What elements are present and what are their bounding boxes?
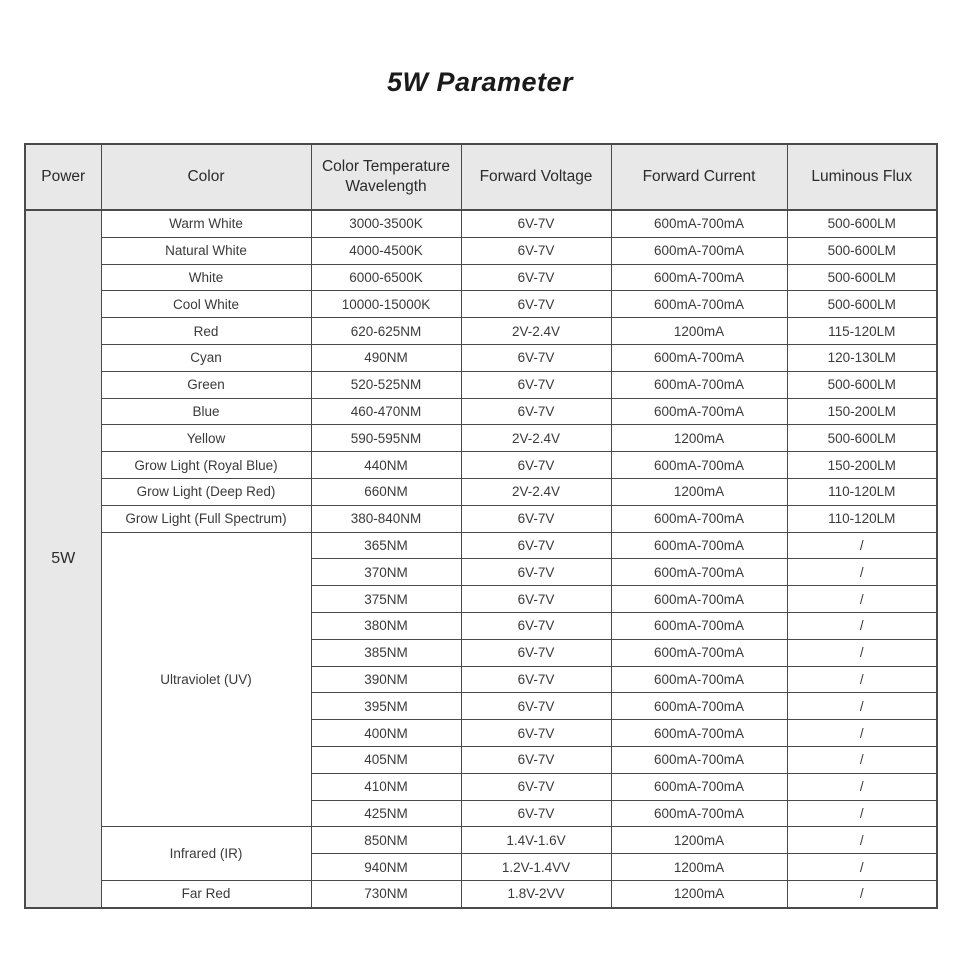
flux-cell: / [787, 612, 937, 639]
color-cell-green: Green [101, 371, 311, 398]
table-header [25, 144, 937, 210]
column-header-color-temperature-wavelength: Color Temperature Wavelength [311, 144, 461, 210]
voltage-cell: 6V-7V [461, 746, 611, 773]
table-row [25, 425, 937, 452]
current-cell: 600mA-700mA [611, 452, 787, 479]
wavelength-cell: 370NM [311, 559, 461, 586]
table-row [25, 318, 937, 345]
color-cell-grow-light-full-spectrum: Grow Light (Full Spectrum) [101, 505, 311, 532]
wavelength-cell: 405NM [311, 746, 461, 773]
wavelength-cell: 730NM [311, 880, 461, 907]
current-cell: 600mA-700mA [611, 746, 787, 773]
color-cell-grow-light-deep-red: Grow Light (Deep Red) [101, 478, 311, 505]
current-cell: 600mA-700mA [611, 586, 787, 613]
table-row [25, 237, 937, 264]
current-cell: 600mA-700mA [611, 559, 787, 586]
voltage-cell: 1.8V-2VV [461, 880, 611, 907]
voltage-cell: 6V-7V [461, 559, 611, 586]
flux-cell: 110-120LM [787, 478, 937, 505]
color-cell-infrared-ir: Infrared (IR) [101, 827, 311, 881]
spec-table [24, 143, 938, 909]
voltage-cell: 2V-2.4V [461, 318, 611, 345]
voltage-cell: 6V-7V [461, 639, 611, 666]
flux-cell: / [787, 880, 937, 907]
wavelength-cell: 395NM [311, 693, 461, 720]
flux-cell: / [787, 746, 937, 773]
flux-cell: / [787, 559, 937, 586]
flux-cell: 500-600LM [787, 371, 937, 398]
column-header-color: Color [101, 144, 311, 210]
voltage-cell: 6V-7V [461, 291, 611, 318]
voltage-cell: 6V-7V [461, 452, 611, 479]
table-row [25, 291, 937, 318]
table-row [25, 827, 937, 854]
color-cell-grow-light-royal-blue: Grow Light (Royal Blue) [101, 452, 311, 479]
color-cell-ultraviolet-uv: Ultraviolet (UV) [101, 532, 311, 827]
voltage-cell: 6V-7V [461, 237, 611, 264]
flux-cell: / [787, 827, 937, 854]
current-cell: 1200mA [611, 425, 787, 452]
table-row [25, 880, 937, 907]
voltage-cell: 6V-7V [461, 612, 611, 639]
flux-cell: / [787, 800, 937, 827]
flux-cell: / [787, 586, 937, 613]
column-header-forward-current: Forward Current [611, 144, 787, 210]
wavelength-cell: 620-625NM [311, 318, 461, 345]
voltage-cell: 6V-7V [461, 586, 611, 613]
current-cell: 600mA-700mA [611, 371, 787, 398]
voltage-cell: 6V-7V [461, 210, 611, 237]
flux-cell: 150-200LM [787, 398, 937, 425]
current-cell: 1200mA [611, 880, 787, 907]
flux-cell: 500-600LM [787, 264, 937, 291]
column-header-forward-voltage: Forward Voltage [461, 144, 611, 210]
color-cell-cool-white: Cool White [101, 291, 311, 318]
wavelength-cell: 425NM [311, 800, 461, 827]
voltage-cell: 6V-7V [461, 344, 611, 371]
flux-cell: 500-600LM [787, 291, 937, 318]
table-row [25, 264, 937, 291]
page-title: 5W Parameter [386, 67, 574, 97]
color-cell-cyan: Cyan [101, 344, 311, 371]
table-row [25, 532, 937, 559]
wavelength-cell: 410NM [311, 773, 461, 800]
table-row [25, 344, 937, 371]
flux-cell: 500-600LM [787, 237, 937, 264]
current-cell: 600mA-700mA [611, 210, 787, 237]
wavelength-cell: 390NM [311, 666, 461, 693]
voltage-cell: 1.4V-1.6V [461, 827, 611, 854]
voltage-cell: 6V-7V [461, 666, 611, 693]
wavelength-cell: 380NM [311, 612, 461, 639]
current-cell: 600mA-700mA [611, 344, 787, 371]
color-cell-far-red: Far Red [101, 880, 311, 907]
color-cell-red: Red [101, 318, 311, 345]
wavelength-cell: 385NM [311, 639, 461, 666]
current-cell: 600mA-700mA [611, 532, 787, 559]
flux-cell: / [787, 639, 937, 666]
voltage-cell: 6V-7V [461, 773, 611, 800]
current-cell: 600mA-700mA [611, 720, 787, 747]
voltage-cell: 6V-7V [461, 505, 611, 532]
table-row [25, 371, 937, 398]
current-cell: 1200mA [611, 854, 787, 881]
flux-cell: / [787, 720, 937, 747]
color-cell-natural-white: Natural White [101, 237, 311, 264]
power-cell: 5W [25, 210, 101, 908]
flux-cell: / [787, 666, 937, 693]
header-row [25, 144, 937, 210]
color-cell-warm-white: Warm White [101, 210, 311, 237]
color-cell-white: White [101, 264, 311, 291]
wavelength-cell: 660NM [311, 478, 461, 505]
flux-cell: 115-120LM [787, 318, 937, 345]
current-cell: 600mA-700mA [611, 612, 787, 639]
column-header-luminous-flux: Luminous Flux [787, 144, 937, 210]
flux-cell: 110-120LM [787, 505, 937, 532]
flux-cell: 500-600LM [787, 425, 937, 452]
wavelength-cell: 850NM [311, 827, 461, 854]
current-cell: 600mA-700mA [611, 773, 787, 800]
wavelength-cell: 365NM [311, 532, 461, 559]
wavelength-cell: 375NM [311, 586, 461, 613]
voltage-cell: 6V-7V [461, 800, 611, 827]
flux-cell: / [787, 693, 937, 720]
flux-cell: 500-600LM [787, 210, 937, 237]
color-cell-blue: Blue [101, 398, 311, 425]
current-cell: 1200mA [611, 827, 787, 854]
wavelength-cell: 520-525NM [311, 371, 461, 398]
flux-cell: 150-200LM [787, 452, 937, 479]
flux-cell: / [787, 773, 937, 800]
current-cell: 1200mA [611, 478, 787, 505]
current-cell: 600mA-700mA [611, 693, 787, 720]
table-body [25, 210, 937, 908]
table-row [25, 210, 937, 237]
table-row [25, 478, 937, 505]
current-cell: 600mA-700mA [611, 505, 787, 532]
voltage-cell: 1.2V-1.4VV [461, 854, 611, 881]
wavelength-cell: 590-595NM [311, 425, 461, 452]
wavelength-cell: 3000-3500K [311, 210, 461, 237]
table-row [25, 505, 937, 532]
voltage-cell: 6V-7V [461, 720, 611, 747]
voltage-cell: 2V-2.4V [461, 425, 611, 452]
wavelength-cell: 400NM [311, 720, 461, 747]
wavelength-cell: 6000-6500K [311, 264, 461, 291]
current-cell: 600mA-700mA [611, 800, 787, 827]
current-cell: 600mA-700mA [611, 237, 787, 264]
voltage-cell: 6V-7V [461, 371, 611, 398]
flux-cell: / [787, 532, 937, 559]
current-cell: 600mA-700mA [611, 666, 787, 693]
current-cell: 600mA-700mA [611, 639, 787, 666]
voltage-cell: 6V-7V [461, 264, 611, 291]
wavelength-cell: 440NM [311, 452, 461, 479]
flux-cell: / [787, 854, 937, 881]
color-cell-yellow: Yellow [101, 425, 311, 452]
table-row [25, 398, 937, 425]
wavelength-cell: 940NM [311, 854, 461, 881]
voltage-cell: 6V-7V [461, 693, 611, 720]
flux-cell: 120-130LM [787, 344, 937, 371]
voltage-cell: 2V-2.4V [461, 478, 611, 505]
current-cell: 600mA-700mA [611, 398, 787, 425]
wavelength-cell: 490NM [311, 344, 461, 371]
column-header-power: Power [25, 144, 101, 210]
voltage-cell: 6V-7V [461, 532, 611, 559]
table-row [25, 452, 937, 479]
current-cell: 600mA-700mA [611, 264, 787, 291]
voltage-cell: 6V-7V [461, 398, 611, 425]
wavelength-cell: 4000-4500K [311, 237, 461, 264]
wavelength-cell: 460-470NM [311, 398, 461, 425]
wavelength-cell: 380-840NM [311, 505, 461, 532]
wavelength-cell: 10000-15000K [311, 291, 461, 318]
current-cell: 600mA-700mA [611, 291, 787, 318]
current-cell: 1200mA [611, 318, 787, 345]
